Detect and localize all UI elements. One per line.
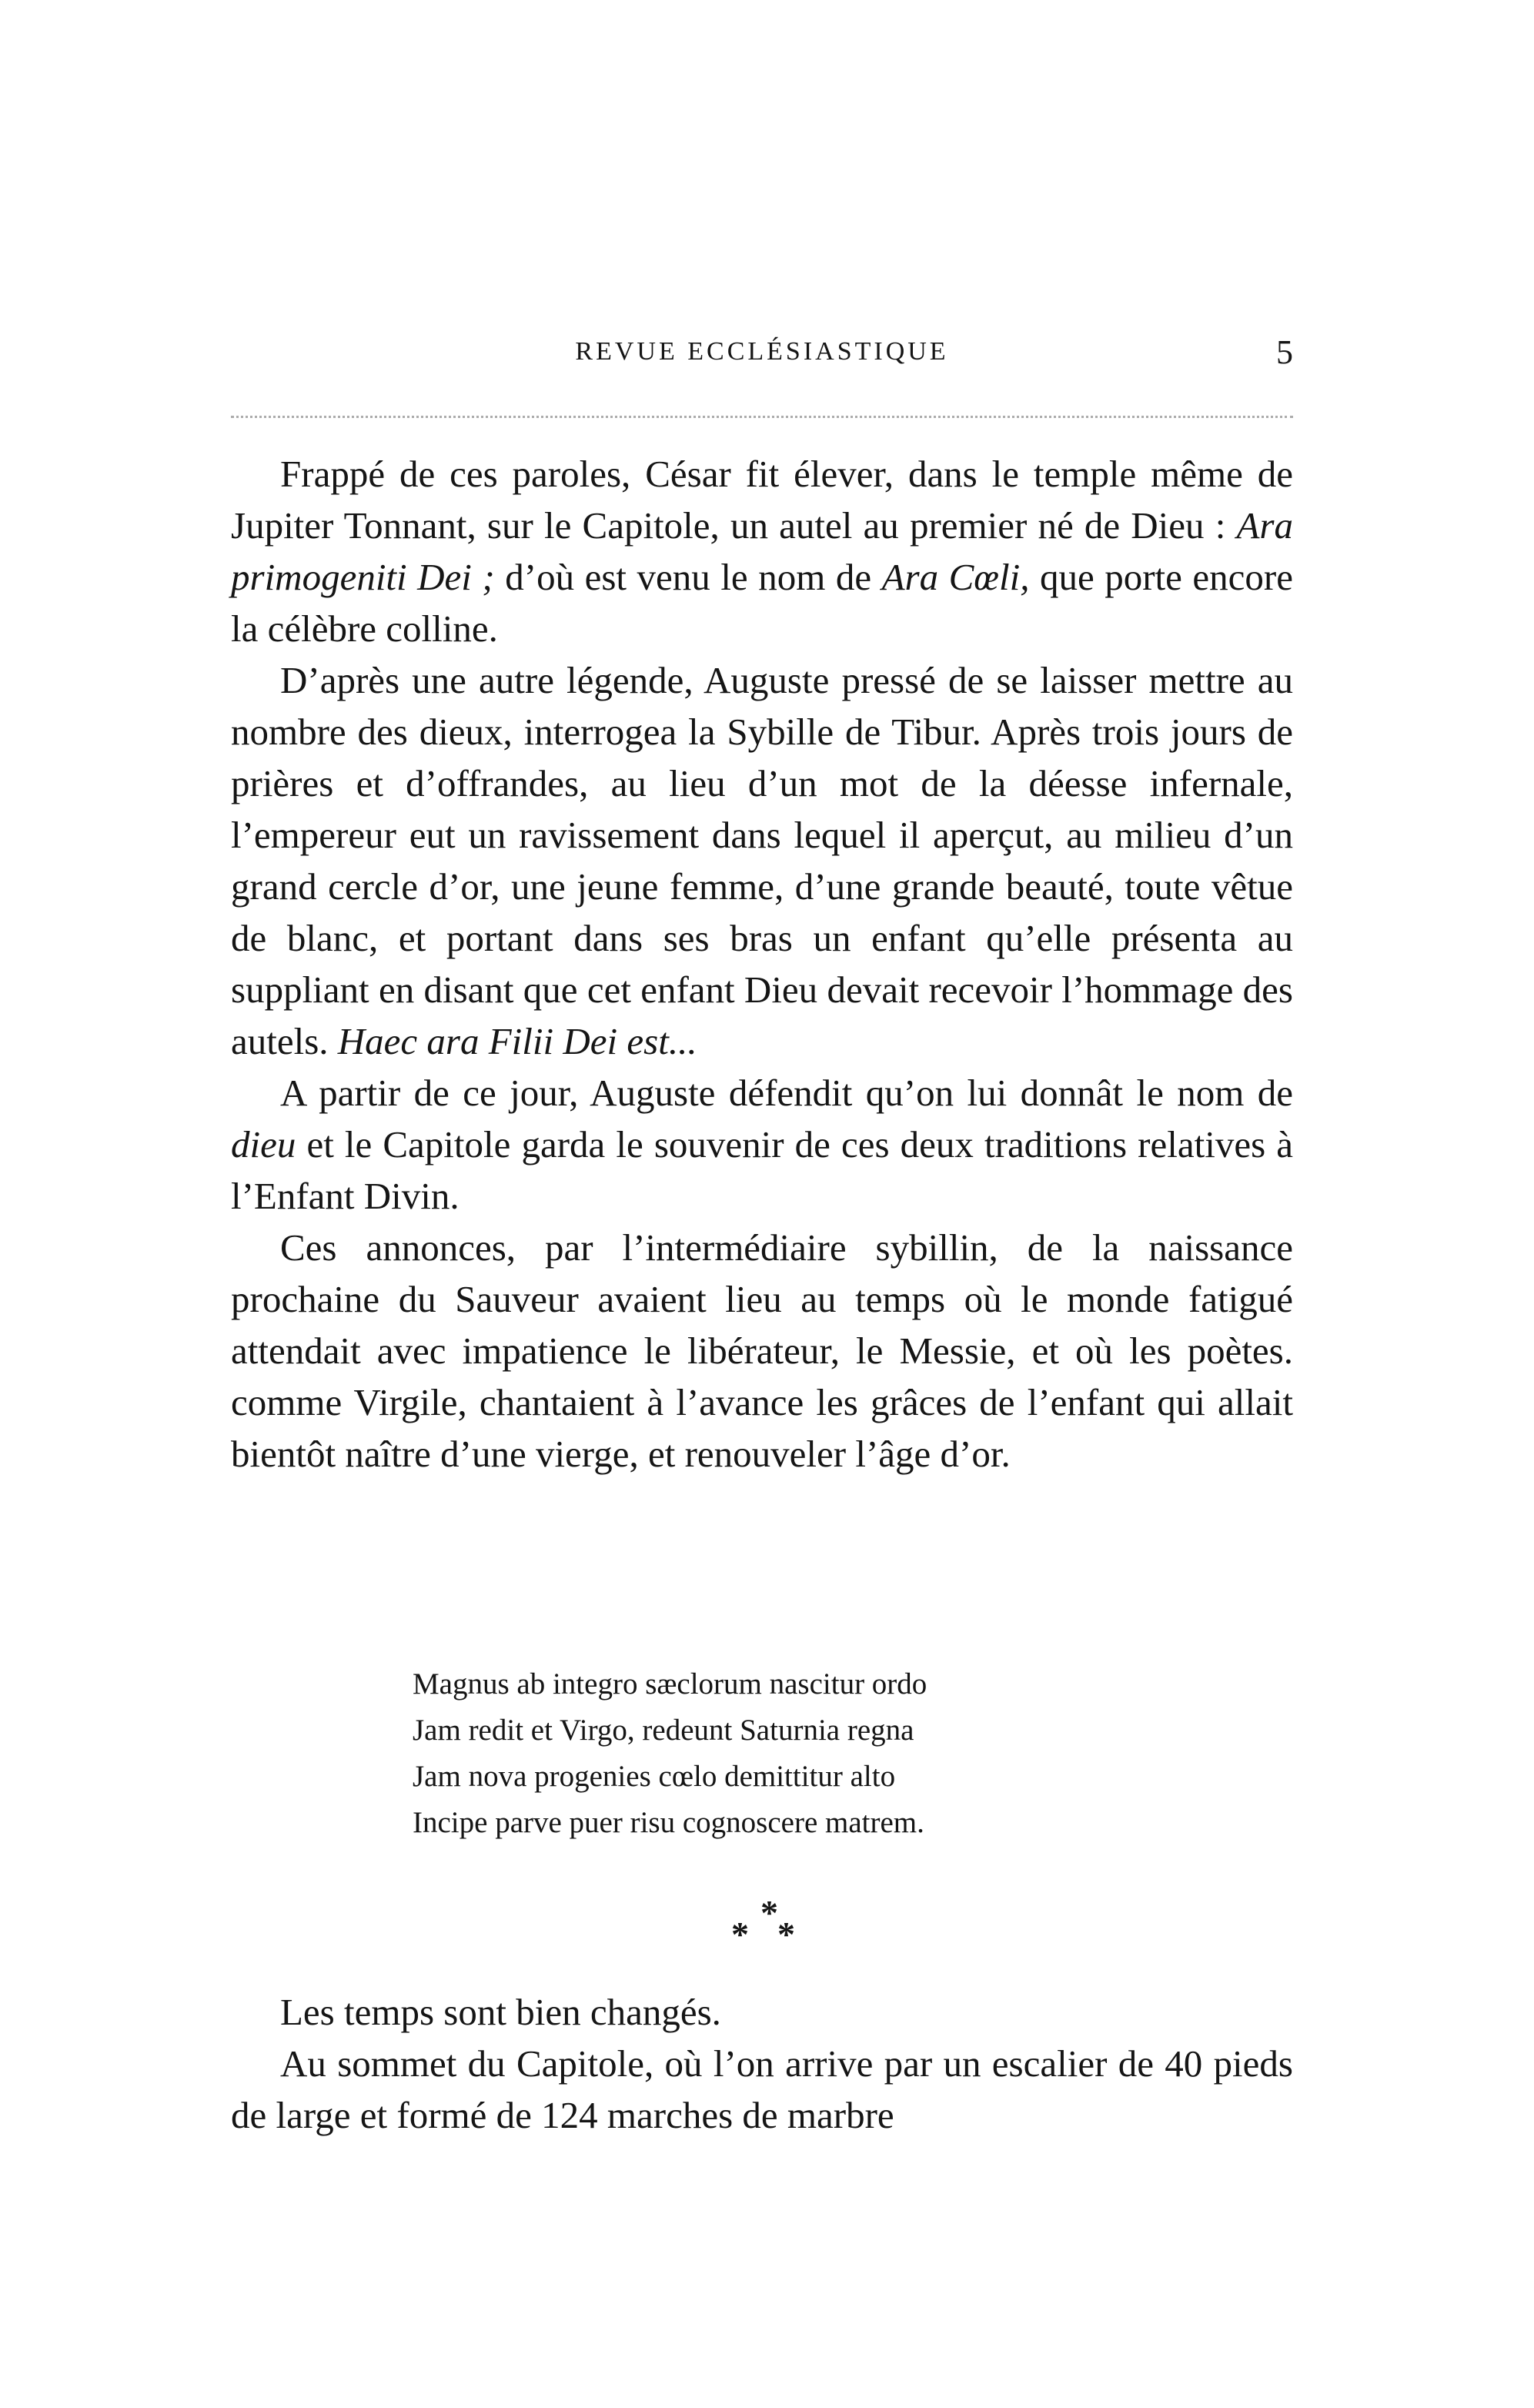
paragraph-1	[231, 448, 1293, 654]
text-run: d’où est venu le nom de	[494, 556, 882, 598]
text-run: D’après une autre légende, Auguste pressé de se laisser mettre au nombre des dieux, interrogea la Sybille de Tibur. Après trois jours de prières et d’offrandes, au lieu d’un mot de la déesse infernale, l’empereur eut un ravissement dans lequel il aperçut, au milieu d’un grand cercle d’or, une jeune femme, d’une grande beauté, toute vêtue de blanc, et portant dans ses bras un enfant qu’elle présenta au suppliant en disant que cet enfant Dieu devait recevoir l’hommage des autels.	[231, 659, 1293, 1062]
header-divider	[231, 416, 1293, 418]
asterism-left-star: *	[731, 1915, 749, 1954]
paragraph-5: Les temps sont bien changés.	[280, 1991, 721, 2033]
paragraph-2	[231, 654, 1293, 1067]
verse-line: Jam redit et Virgo, redeunt Saturnia regna	[413, 1714, 914, 1747]
section-separator-asterism	[0, 1895, 1534, 1965]
text-run: que porte encore la célèbre colline.	[231, 556, 1293, 650]
paragraph-6: Au sommet du Capitole, où l’on arrive par un escalier de 40 pieds de large et formé de 124 marches de marbre	[231, 2042, 1293, 2136]
main-text-continued	[231, 1986, 1293, 2141]
italic-phrase: dieu	[231, 1123, 296, 1166]
verse-line: Magnus ab integro sæclorum nascitur ordo	[413, 1667, 927, 1701]
text-run: Ces annonces, par l’intermédiaire sybillin, de la naissance prochaine du Sauveur avaient lieu au temps où le monde fatigué attendait avec impatience le libérateur, le Messie, et où les poètes. comme Virgile, chantaient à l’avance les grâces de l’enfant qui allait bientôt naître d’une vierge, et renouveler l’âge d’or.	[231, 1226, 1293, 1475]
italic-phrase: Haec ara Filii Dei est...	[337, 1020, 697, 1062]
verse-quotation	[413, 1661, 1182, 1846]
italic-phrase: Ara primogeniti Dei ;	[231, 504, 1293, 598]
text-run: Frappé de ces paroles, César fit élever, dans le temple même de Jupiter Tonnant, sur le Capitole, un autel au premier né de Dieu :	[231, 453, 1293, 547]
italic-phrase: Ara Cœli,	[881, 556, 1030, 598]
page-number: 5	[1276, 333, 1293, 371]
verse-line: Jam nova progenies cœlo demittitur alto	[413, 1760, 896, 1793]
text-run: et le Capitole garda le souvenir de ces deux traditions relatives à l’Enfant Divin.	[231, 1123, 1293, 1217]
verse-line: Incipe parve puer risu cognoscere matrem.	[413, 1806, 924, 1839]
main-text	[231, 448, 1293, 1480]
running-head	[231, 333, 1293, 383]
asterism-top-star: *	[760, 1893, 778, 1932]
running-title: REVUE ECCLÉSIASTIQUE	[575, 337, 949, 366]
asterism-right-star: *	[777, 1915, 795, 1954]
paragraph-3	[231, 1067, 1293, 1222]
paragraph-4	[231, 1222, 1293, 1480]
text-run: A partir de ce jour, Auguste défendit qu’on lui donnât le nom de	[280, 1072, 1293, 1114]
